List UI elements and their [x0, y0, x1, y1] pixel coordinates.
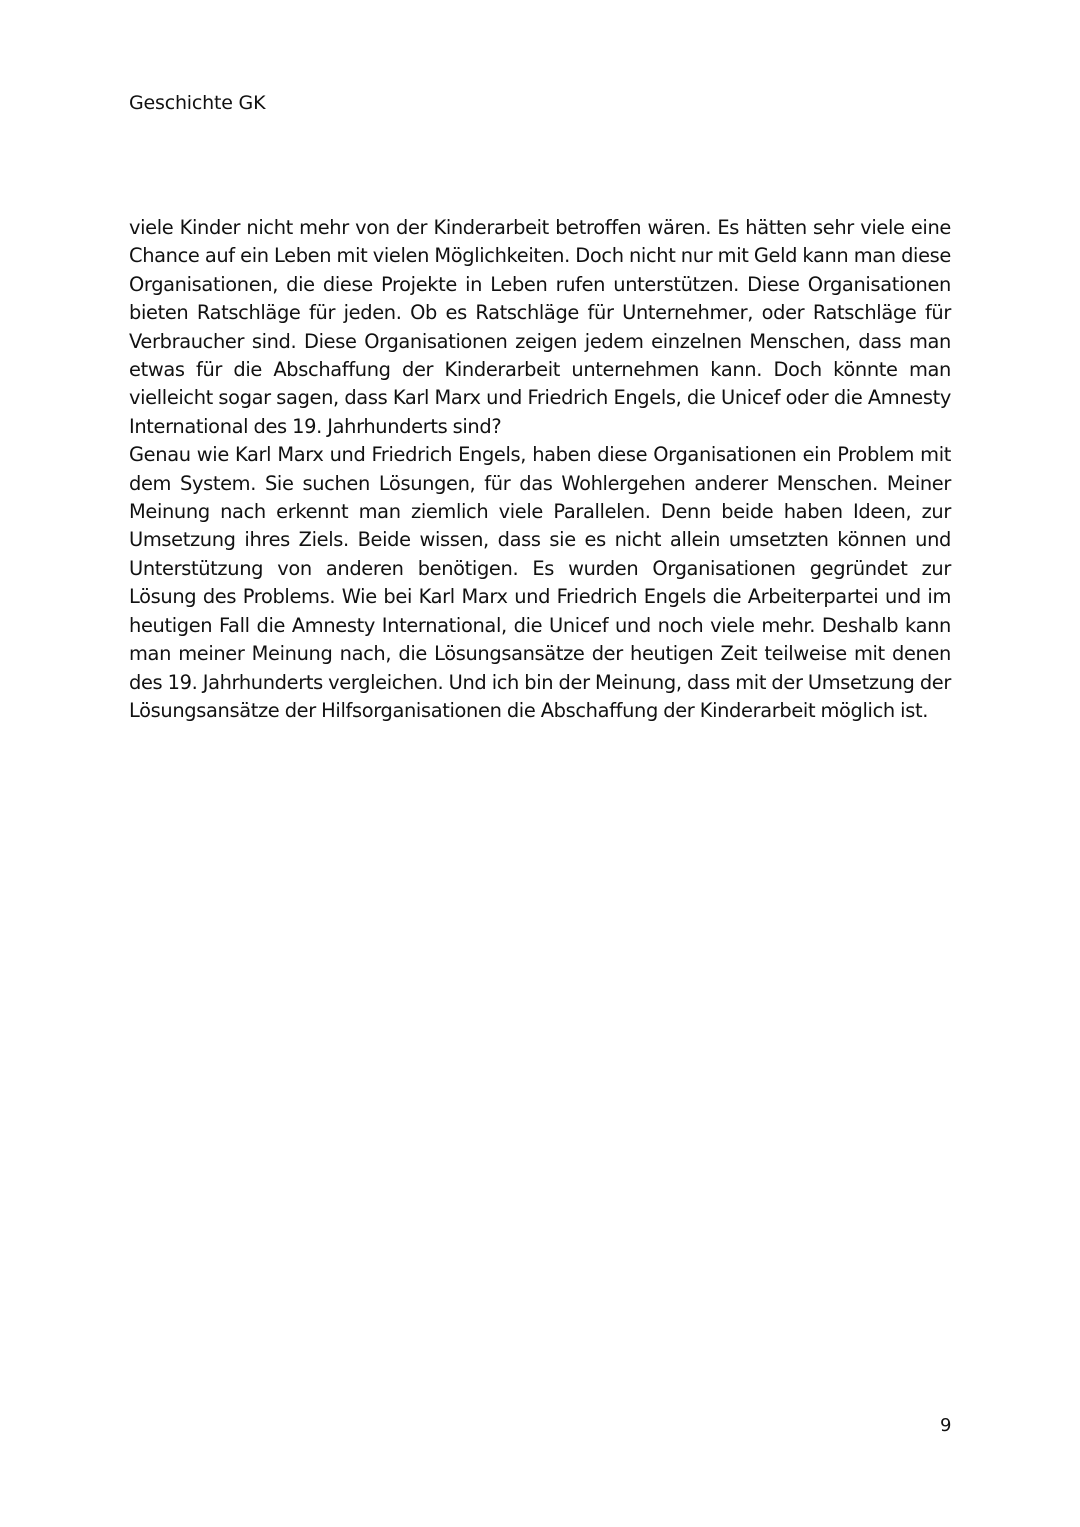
page-number: 9: [940, 1415, 952, 1436]
document-body: [129, 214, 951, 725]
body-paragraph-2: Genau wie Karl Marx und Friedrich Engels, haben diese Organisationen ein Problem mit dem System. Sie suchen Lösungen, für das Wohlergehen anderer Menschen. Meiner Meinung nach erkennt man ziemlich viele Parallelen. Denn beide haben Ideen, zur Umsetzung ihres Ziels. Beide wissen, dass sie es nicht allein umsetzten können und Unterstützung von anderen benötigen. Es wurden Organisationen gegründet zur Lösung des Problems. Wie bei Karl Marx und Friedrich Engels die Arbeiterpartei und im heutigen Fall die Amnesty International, die Unicef und noch viele mehr. Deshalb kann man meiner Meinung nach, die Lösungsansätze der heutigen Zeit teilweise mit denen des 19. Jahrhunderts vergleichen. Und ich bin der Meinung, dass mit der Umsetzung der Lösungsansätze der Hilfsorganisationen die Abschaffung der Kinderarbeit möglich ist.: [129, 443, 951, 722]
body-paragraph-1: viele Kinder nicht mehr von der Kinderarbeit betroffen wären. Es hätten sehr viele eine Chance auf ein Leben mit vielen Möglichkeiten. Doch nicht nur mit Geld kann man diese Organisationen, die diese Projekte in Leben rufen unterstützen. Diese Organisationen bieten Ratschläge für jeden. Ob es Ratschläge für Unternehmer, oder Ratschläge für Verbraucher sind. Diese Organisationen zeigen jedem einzelnen Menschen, dass man etwas für die Abschaffung der Kinderarbeit unternehmen kann. Doch könnte man vielleicht sogar sagen, dass Karl Marx und Friedrich Engels, die Unicef oder die Amnesty International des 19. Jahrhunderts sind?: [129, 216, 951, 438]
page-header-title: Geschichte GK: [129, 92, 266, 114]
